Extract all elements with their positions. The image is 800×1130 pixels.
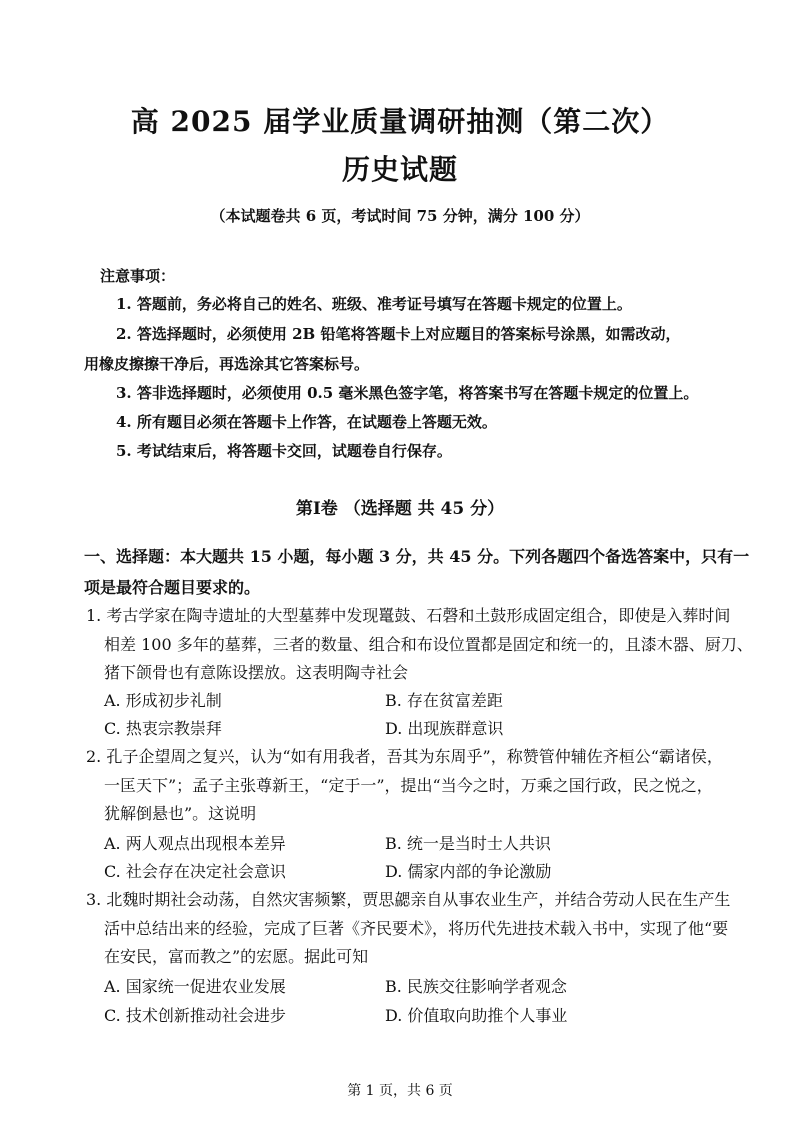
- notice-item-4: 4. 所有题目必须在答题卡上作答，在试题卷上答题无效。: [116, 413, 497, 431]
- question-1-line-3: 猪下颌骨也有意陈设摆放。这表明陶寺社会: [104, 663, 409, 682]
- question-1-option-a: A. 形成初步礼制: [104, 691, 222, 710]
- question-3-option-d: D. 价值取向助推个人事业: [385, 1006, 568, 1025]
- question-2-option-c: C. 社会存在决定社会意识: [104, 862, 286, 881]
- question-1-line-1: 1. 考古学家在陶寺遗址的大型墓葬中发现鼍鼓、石磬和土鼓形成固定组合，即使是入葬时间: [86, 606, 731, 625]
- question-1-line-2: 相差 100 多年的墓葬，三者的数量、组合和布设位置都是固定和统一的，且漆木器、厨刀、: [104, 635, 753, 654]
- question-1-option-c: C. 热衷宗教崇拜: [104, 719, 222, 738]
- question-2-option-a: A. 两人观点出现根本差异: [104, 834, 286, 853]
- question-3-option-b: B. 民族交往影响学者观念: [385, 977, 567, 996]
- notice-item-3: 3. 答非选择题时，必须使用 0.5 毫米黑色签字笔，将答案书写在答题卡规定的位置上。: [116, 384, 699, 402]
- part-heading: 一、选择题：本大题共 15 小题，每小题 3 分，共 45 分。下列各题四个备选答案中，只有一: [84, 547, 750, 566]
- exam-info: （本试题卷共 6 页，考试时间 75 分钟，满分 100 分）: [210, 207, 590, 225]
- question-2-option-b: B. 统一是当时士人共识: [385, 834, 551, 853]
- question-3-option-c: C. 技术创新推动社会进步: [104, 1006, 286, 1025]
- question-3-line-1: 3. 北魏时期社会动荡，自然灾害频繁，贾思勰亲自从事农业生产，并结合劳动人民在生产生: [86, 890, 731, 909]
- question-1-option-b: B. 存在贫富差距: [385, 691, 503, 710]
- question-2-option-d: D. 儒家内部的争论激励: [385, 862, 552, 881]
- notice-item-1: 1. 答题前，务必将自己的姓名、班级、准考证号填写在答题卡规定的位置上。: [116, 295, 632, 313]
- question-2-line-1: 2. 孔子企望周之复兴，认为“如有用我者，吾其为东周乎”，称赞管仲辅佐齐桓公“霸诸侯，: [86, 747, 723, 766]
- notice-item-2-cont: 用橡皮擦擦干净后，再选涂其它答案标号。: [84, 355, 370, 373]
- page-footer: 第 1 页，共 6 页: [347, 1083, 453, 1099]
- exam-title: 高 2025 届学业质量调研抽测（第二次）: [130, 105, 670, 138]
- question-1-option-d: D. 出现族群意识: [385, 719, 504, 738]
- part-heading-cont: 项是最符合题目要求的。: [84, 578, 261, 597]
- subject-title: 历史试题: [341, 153, 458, 186]
- notice-item-2: 2. 答选择题时，必须使用 2B 铅笔将答题卡上对应题目的答案标号涂黑，如需改动，: [116, 325, 681, 343]
- section-title: 第Ⅰ卷 （选择题 共 45 分）: [295, 499, 505, 519]
- question-2-line-3: 犹解倒悬也”。这说明: [104, 804, 257, 823]
- question-3-line-2: 活中总结出来的经验，完成了巨著《齐民要术》，将历代先进技术载入书中，实现了他“要: [104, 919, 729, 938]
- question-3-line-3: 在安民，富而教之”的宏愿。据此可知: [104, 947, 369, 966]
- notice-title: 注意事项：: [100, 267, 176, 285]
- notice-item-5: 5. 考试结束后，将答题卡交回，试题卷自行保存。: [116, 442, 452, 460]
- question-3-option-a: A. 国家统一促进农业发展: [104, 977, 286, 996]
- question-2-line-2: 一匡天下”；孟子主张尊新王，“定于一”，提出“当今之时，万乘之国行政，民之悦之，: [104, 776, 713, 795]
